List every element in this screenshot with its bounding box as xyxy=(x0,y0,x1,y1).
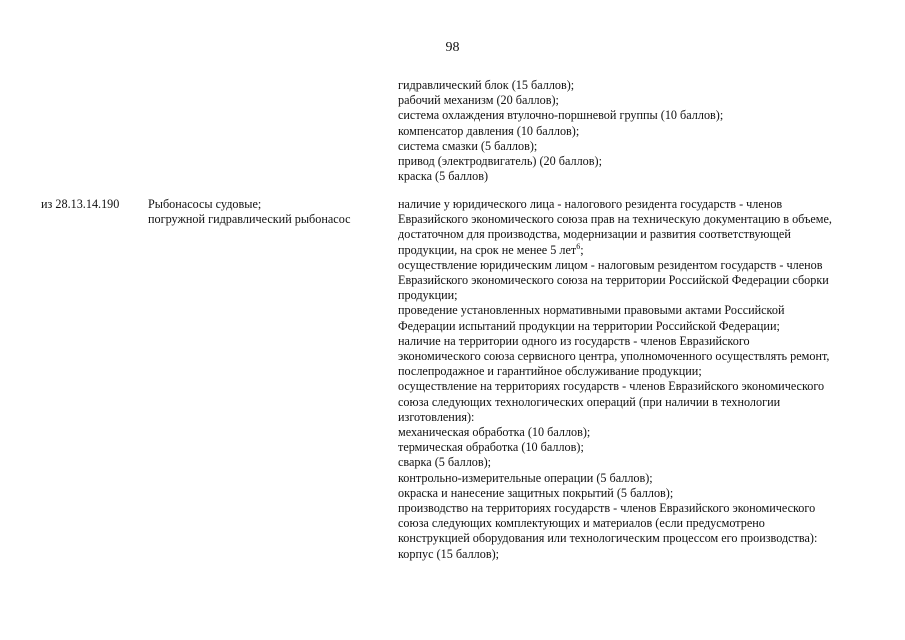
requirement-line-with-footnote xyxy=(398,243,878,258)
requirements xyxy=(398,197,878,562)
requirement-line: краска (5 баллов) xyxy=(398,169,489,184)
requirement-line: достаточном для производства, модернизации и развития соответствующей xyxy=(398,227,791,242)
requirement-line: Евразийского экономического союза на территории Российской Федерации сборки xyxy=(398,273,829,288)
requirement-line: сварка (5 баллов); xyxy=(398,455,492,470)
requirement-line: продукции; xyxy=(398,288,458,303)
requirement-line: осуществление на территориях государств - членов Евразийского экономического xyxy=(398,379,825,394)
requirement-line: послепродажное и гарантийное обслуживание продукции; xyxy=(398,364,702,379)
requirement-line: корпус (15 баллов); xyxy=(398,546,500,561)
requirement-line: Федерации испытаний продукции на территории Российской Федерации; xyxy=(398,318,780,333)
continuation-requirements xyxy=(398,78,878,184)
requirement-line: союза следующих технологических операций (при наличии в технологии xyxy=(398,394,781,409)
footnote-suffix: ; xyxy=(580,242,584,257)
requirement-line: система смазки (5 баллов); xyxy=(398,138,538,153)
requirement-line: наличие на территории одного из государств - членов Евразийского xyxy=(398,333,750,348)
footnote-mark: 6 xyxy=(576,241,581,251)
requirement-line: окраска и нанесение защитных покрытий (5 баллов); xyxy=(398,485,674,500)
product-name-line: погружной гидравлический рыбонасос xyxy=(148,212,351,227)
requirement-line: система охлаждения втулочно-поршневой группы (10 баллов); xyxy=(398,108,724,123)
product-name-line: Рыбонасосы судовые; xyxy=(148,197,262,211)
product-code: из 28.13.14.190 xyxy=(41,197,120,211)
requirement-line: проведение установленных нормативными правовыми актами Российской xyxy=(398,303,785,318)
requirement-line: экономического союза сервисного центра, уполномоченного осуществлять ремонт, xyxy=(398,349,830,364)
requirement-line: наличие у юридического лица - налогового резидента государств - членов xyxy=(398,197,783,211)
product-name xyxy=(148,197,388,227)
requirement-line: конструкцией оборудования или технологическим процессом его производства): xyxy=(398,531,818,546)
requirement-line: компенсатор давления (10 баллов); xyxy=(398,123,580,138)
requirement-line: изготовления): xyxy=(398,409,475,424)
requirement-line: союза следующих комплектующих и материалов (если предусмотрено xyxy=(398,516,765,531)
requirement-text: продукции, на срок не менее 5 лет xyxy=(398,242,577,257)
requirement-line: Евразийского экономического союза прав на техническую документацию в объеме, xyxy=(398,212,832,227)
requirement-line: привод (электродвигатель) (20 баллов); xyxy=(398,154,602,169)
requirement-line: термическая обработка (10 баллов); xyxy=(398,440,584,455)
requirement-line: контрольно-измерительные операции (5 баллов); xyxy=(398,470,653,485)
page-number: 98 xyxy=(445,40,460,55)
requirement-line: рабочий механизм (20 баллов); xyxy=(398,93,559,108)
requirement-line: производство на территориях государств - членов Евразийского экономического xyxy=(398,501,816,516)
requirement-line: гидравлический блок (15 баллов); xyxy=(398,78,575,92)
requirement-line: механическая обработка (10 баллов); xyxy=(398,425,591,440)
requirement-line: осуществление юридическим лицом - налоговым резидентом государств - членов xyxy=(398,257,823,272)
